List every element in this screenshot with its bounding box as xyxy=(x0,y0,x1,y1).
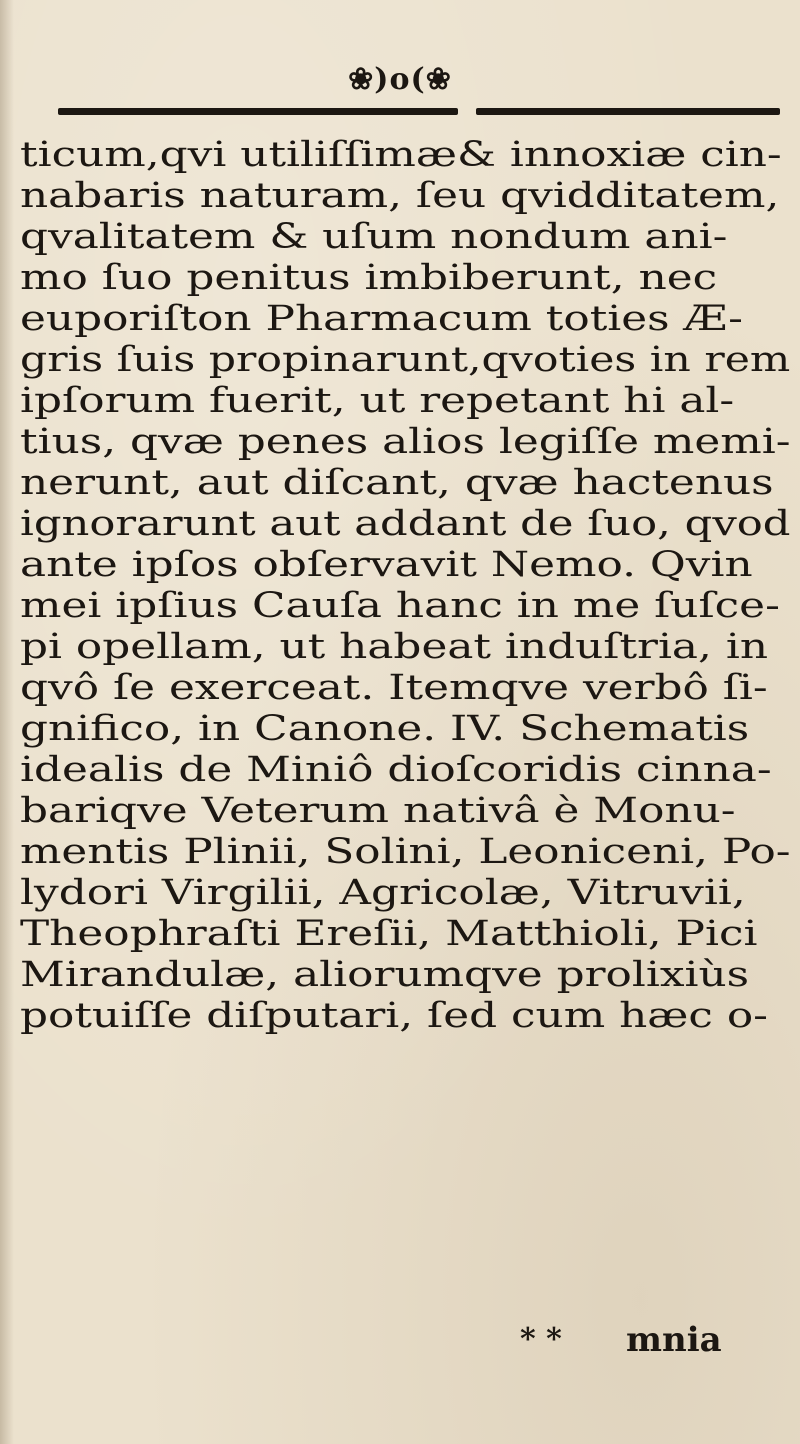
text-line: mentis Plinii, Solini, Leoniceni, Po- xyxy=(20,832,791,872)
text-line: gnifico, in Canone. IV. Schematis xyxy=(20,709,750,749)
text-line: lydori Virgilii, Agricolæ, Vitruvii, xyxy=(20,873,746,913)
text-line: mo ſuo penitus imbiberunt, nec xyxy=(20,258,718,298)
text-line: pi opellam, ut habeat induſtria, in xyxy=(20,627,769,667)
text-line: tius, qvæ penes alios legiſſe memi- xyxy=(20,422,791,462)
text-line: Theophraſti Ereſii, Matthioli, Pici xyxy=(20,914,758,954)
header-ornament: ❀)o(❀ xyxy=(348,62,452,97)
text-line: qvalitatem & uſum nondum ani- xyxy=(20,217,728,257)
text-line: Mirandulæ, aliorumqve prolixiùs xyxy=(20,955,750,995)
text-line: ignorarunt aut addant de ſuo, qvod xyxy=(20,504,791,544)
text-line: mei ipſius Cauſa hanc in me ſuſce- xyxy=(20,586,780,626)
text-line: nabaris naturam, ſeu qvidditatem, xyxy=(20,176,780,216)
text-line: ticum,qvi utiliſſimæ& innoxiæ cin- xyxy=(20,135,782,175)
page-gutter-shadow xyxy=(0,0,14,1444)
text-line: idealis de Miniô dioſcoridis cinna- xyxy=(20,750,772,790)
signature-mark: * * xyxy=(520,1322,562,1357)
text-line: qvô ſe exerceat. Itemqve verbô ſi- xyxy=(20,668,768,708)
text-line: bariqve Veterum nativâ è Monu- xyxy=(20,791,736,831)
header-rule-right xyxy=(476,108,780,115)
catchword: mnia xyxy=(626,1320,722,1360)
text-line: potuiſſe diſputari, ſed cum hæc o- xyxy=(20,996,768,1036)
page-footer xyxy=(0,1318,800,1362)
header-rule-left xyxy=(58,108,458,115)
text-line: ipſorum fuerit, ut repetant hi al- xyxy=(20,381,735,421)
text-line: ante ipſos obſervavit Nemo. Qvin xyxy=(20,545,753,585)
text-line: euporiſton Pharmacum toties Æ- xyxy=(20,299,743,339)
text-line: nerunt, aut diſcant, qvæ hactenus xyxy=(20,463,774,503)
text-line: gris ſuis propinarunt,qvoties in rem xyxy=(20,340,791,380)
